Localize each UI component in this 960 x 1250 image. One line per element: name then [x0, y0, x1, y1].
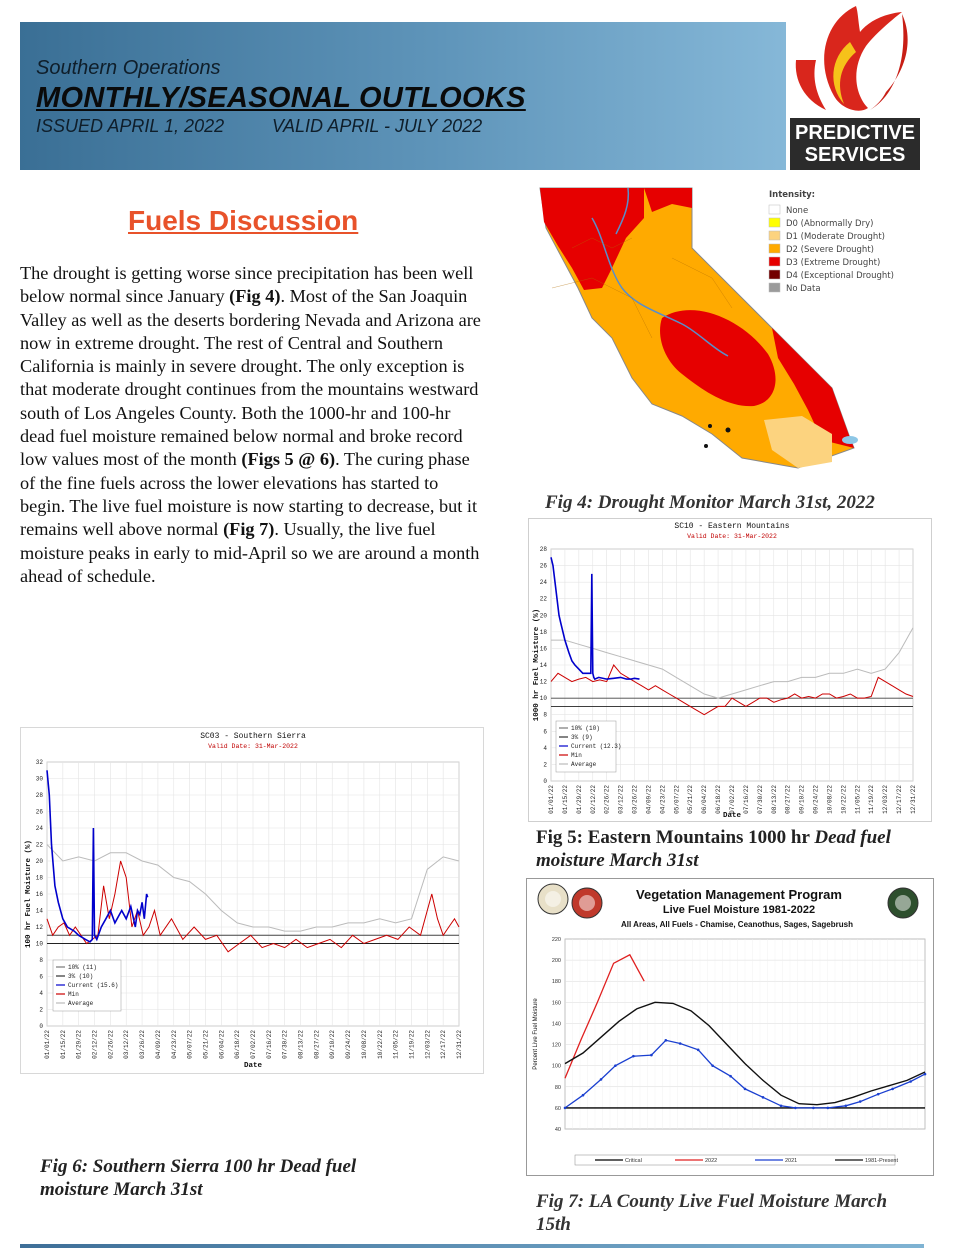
- chart-title: SC10 - Eastern Mountains: [674, 522, 790, 531]
- y-tick-label: 120: [551, 1042, 561, 1049]
- chart-subtitle-fuels: All Areas, All Fuels - Chamise, Ceanothus, Sages, Sagebrush: [621, 920, 853, 929]
- x-tick-label: 04/23/22: [170, 1030, 178, 1059]
- x-tick-label: 10/22/22: [840, 785, 848, 814]
- data-point: [794, 1107, 797, 1110]
- legend-label: 10% (11): [68, 964, 97, 971]
- x-tick-label: 08/13/22: [770, 785, 778, 814]
- x-tick-label: 06/04/22: [218, 1030, 226, 1059]
- fig5-caption: Fig 5: Eastern Mountains 1000 hr Dead fuel moisture March 31st: [536, 827, 891, 871]
- data-point: [762, 1096, 765, 1099]
- x-tick-label: 12/31/22: [456, 1030, 463, 1059]
- map-legend-swatch: [769, 283, 780, 292]
- x-tick-label: 09/24/22: [812, 785, 820, 814]
- fig4-ref: (Fig 4): [229, 286, 281, 307]
- data-point: [600, 1078, 603, 1081]
- chart-subtitle: Live Fuel Moisture 1981-2022: [662, 904, 816, 916]
- x-tick-label: 02/12/22: [91, 1030, 99, 1059]
- y-tick-label: 24: [539, 579, 547, 587]
- y-tick-label: 32: [35, 759, 43, 766]
- y-tick-label: 2: [543, 761, 547, 769]
- x-tick-label: 08/27/22: [784, 785, 792, 814]
- x-tick-label: 07/02/22: [729, 785, 736, 814]
- y-tick-label: 220: [551, 937, 561, 943]
- data-point: [711, 1064, 714, 1067]
- fuels-discussion-text: The drought is getting worse since precipitation has been well below normal since January (Fig 4). Most of the San Joaquin Valley as well as the deserts bordering Nevada and Arizona are now in extreme drought. The rest of Central and Southern California is mainly in severe drought. The only exception is that moderate drought continues from the mountains westward south of Los Angeles County. Both the 1000-hr and 100-hr dead fuel moisture remained below normal and broke record low values most of the month (Figs 5 @ 6). The curing phase of the fine fuels across the lower elevations has started to begin. The live fuel moisture is now starting to decrease, but it remains well above normal (Fig 7). Usually, the live fuel moisture peaks in early to mid-April so we are around a month ahead of schedule.: [20, 263, 481, 586]
- x-tick-label: 07/30/22: [281, 1030, 289, 1059]
- y-tick-label: 22: [539, 595, 547, 603]
- x-tick-label: 11/19/22: [408, 1030, 416, 1059]
- x-tick-label: 02/26/22: [107, 1030, 115, 1059]
- x-tick-label: 10/08/22: [360, 1030, 368, 1059]
- y-tick-label: 100: [551, 1063, 561, 1070]
- y-tick-label: 30: [35, 775, 43, 783]
- y-tick-label: 0: [39, 1023, 43, 1030]
- data-point: [697, 1049, 700, 1052]
- legend-label: 1981-Present: [865, 1158, 899, 1164]
- fig56-ref: (Figs 5 @ 6): [241, 449, 336, 470]
- data-point: [845, 1104, 848, 1107]
- valid-range: VALID APRIL - JULY 2022: [272, 116, 483, 136]
- agency-seal-icon: [895, 895, 911, 911]
- x-tick-label: 12/17/22: [440, 1030, 448, 1059]
- fig7-ref: (Fig 7): [223, 519, 275, 540]
- x-axis-label: Date: [722, 812, 742, 820]
- agency-seal-icon: [579, 895, 595, 911]
- data-point: [780, 1104, 783, 1107]
- agency-seal-icon: [545, 891, 561, 907]
- x-tick-label: 09/10/22: [329, 1030, 337, 1059]
- x-tick-label: 01/15/22: [561, 785, 569, 814]
- x-axis-label: Date: [243, 1062, 263, 1070]
- header-org: Southern Operations: [36, 57, 221, 79]
- legend-label: 10% (10): [571, 725, 600, 732]
- data-point: [632, 1055, 635, 1058]
- data-point: [650, 1054, 653, 1057]
- y-tick-label: 0: [543, 778, 547, 785]
- legend-label: Min: [68, 991, 79, 998]
- footer-rule: [20, 1244, 924, 1248]
- y-tick-label: 20: [35, 858, 43, 865]
- x-tick-label: 07/16/22: [742, 785, 750, 814]
- y-tick-label: 4: [39, 990, 43, 997]
- map-legend-swatch: [769, 270, 780, 279]
- data-point: [812, 1107, 815, 1110]
- y-tick-label: 16: [35, 891, 43, 898]
- x-tick-label: 03/12/22: [123, 1030, 131, 1059]
- y-tick-label: 6: [543, 728, 547, 736]
- map-legend-label: No Data: [786, 284, 821, 294]
- x-tick-label: 06/18/22: [234, 1030, 242, 1059]
- legend-label: 2022: [705, 1158, 718, 1164]
- section-title: Fuels Discussion: [128, 205, 359, 236]
- data-point: [729, 1075, 732, 1078]
- map-legend-label: D2 (Severe Drought): [786, 245, 874, 255]
- x-tick-label: 01/15/22: [59, 1030, 67, 1059]
- map-legend-swatch: [769, 218, 780, 227]
- y-tick-label: 40: [554, 1127, 561, 1133]
- x-tick-label: 03/12/22: [617, 785, 625, 814]
- data-point: [582, 1094, 585, 1097]
- chart-subtitle: Valid Date: 31-Mar-2022: [208, 743, 298, 750]
- fig7-caption: Fig 7: LA County Live Fuel Moisture March 15th: [536, 1191, 888, 1235]
- x-tick-label: 11/19/22: [868, 785, 876, 814]
- x-tick-label: 01/01/22: [44, 1030, 51, 1059]
- y-tick-label: 6: [39, 973, 43, 981]
- fig4-caption: Fig 4: Drought Monitor March 31st, 2022: [545, 492, 875, 513]
- data-point: [859, 1100, 862, 1103]
- chart-subtitle: Valid Date: 31-Mar-2022: [687, 533, 777, 540]
- map-legend-swatch: [769, 231, 780, 240]
- data-point: [827, 1107, 830, 1110]
- chart-title: Vegetation Management Program: [636, 887, 842, 902]
- logo-text: PREDICTIVE SERVICES: [794, 122, 916, 166]
- fig5-chart: [528, 518, 932, 822]
- x-tick-label: 04/23/22: [659, 785, 667, 814]
- map-legend-label: D0 (Abnormally Dry): [786, 219, 874, 229]
- y-tick-label: 14: [35, 907, 43, 915]
- legend-label: 2021: [785, 1158, 798, 1164]
- y-axis-label: 100 hr Fuel Moisture (%): [25, 839, 33, 949]
- y-tick-label: 200: [551, 958, 561, 965]
- data-point: [564, 1107, 567, 1110]
- legend-label: Critical: [625, 1158, 642, 1164]
- data-point: [679, 1042, 682, 1045]
- x-tick-label: 09/24/22: [345, 1030, 353, 1059]
- x-tick-label: 08/27/22: [313, 1030, 321, 1059]
- legend-label: Current (12.3): [571, 743, 622, 750]
- y-tick-label: 160: [551, 1000, 561, 1007]
- fig7-chart: [526, 878, 934, 1176]
- x-tick-label: 05/07/22: [186, 1030, 194, 1059]
- data-point: [877, 1093, 880, 1096]
- x-tick-label: 06/18/22: [715, 785, 723, 814]
- legend-label: 3% (9): [571, 734, 593, 741]
- x-tick-label: 03/26/22: [139, 1030, 147, 1059]
- map-legend-label: D3 (Extreme Drought): [786, 258, 881, 268]
- x-tick-label: 12/31/22: [910, 785, 917, 814]
- y-tick-label: 12: [35, 924, 43, 931]
- issued-date: ISSUED APRIL 1, 2022: [36, 116, 225, 136]
- y-tick-label: 12: [539, 678, 547, 686]
- y-tick-label: 28: [539, 546, 547, 553]
- chart-title: SC03 - Southern Sierra: [200, 732, 306, 741]
- y-tick-label: 14: [539, 662, 547, 669]
- y-tick-label: 4: [543, 744, 547, 752]
- x-tick-label: 12/03/22: [424, 1030, 432, 1059]
- map-legend-label: None: [786, 206, 809, 216]
- x-tick-label: 09/10/22: [798, 785, 806, 814]
- page-title: MONTHLY/SEASONAL OUTLOOKS: [36, 82, 526, 114]
- x-tick-label: 08/13/22: [297, 1030, 305, 1059]
- x-tick-label: 05/21/22: [687, 785, 695, 814]
- x-tick-label: 12/17/22: [896, 785, 904, 814]
- x-tick-label: 10/22/22: [376, 1030, 384, 1059]
- y-tick-label: 80: [554, 1084, 561, 1091]
- y-tick-label: 18: [539, 628, 547, 636]
- data-point: [665, 1039, 668, 1042]
- y-tick-label: 60: [554, 1105, 561, 1112]
- x-tick-label: 02/26/22: [603, 785, 611, 814]
- y-axis-label: 1000 hr Fuel Moisture (%): [533, 608, 541, 722]
- y-tick-label: 8: [543, 711, 547, 719]
- data-point: [924, 1073, 927, 1076]
- y-tick-label: 20: [539, 612, 547, 620]
- map-legend-swatch: [769, 205, 780, 214]
- y-tick-label: 26: [35, 808, 43, 816]
- legend-label: Average: [571, 761, 597, 768]
- legend-label: Min: [571, 752, 582, 759]
- x-tick-label: 05/07/22: [673, 785, 681, 814]
- map-legend-swatch: [769, 257, 780, 266]
- y-tick-label: 16: [539, 645, 547, 653]
- y-tick-label: 2: [39, 1006, 43, 1014]
- x-tick-label: 12/03/22: [882, 785, 890, 814]
- x-tick-label: 07/30/22: [756, 785, 764, 814]
- x-tick-label: 04/09/22: [154, 1030, 162, 1059]
- y-tick-label: 180: [551, 979, 561, 986]
- x-tick-label: 07/16/22: [265, 1030, 273, 1059]
- x-tick-label: 11/05/22: [392, 1030, 400, 1059]
- y-tick-label: 10: [35, 940, 43, 948]
- data-point: [614, 1064, 617, 1067]
- fig6-chart: [20, 727, 484, 1074]
- data-point: [744, 1088, 747, 1091]
- fig6-caption: Fig 6: Southern Sierra 100 hr Dead fuel moisture March 31st: [40, 1156, 357, 1200]
- x-tick-label: 01/29/22: [75, 1030, 83, 1059]
- flame-icon: [786, 0, 922, 118]
- x-tick-label: 05/21/22: [202, 1030, 210, 1059]
- x-tick-label: 06/04/22: [701, 785, 709, 814]
- y-tick-label: 18: [35, 874, 43, 882]
- y-tick-label: 26: [539, 562, 547, 570]
- x-tick-label: 07/02/22: [250, 1030, 257, 1059]
- legend-label: Average: [68, 1000, 94, 1007]
- map-legend-label: D1 (Moderate Drought): [786, 232, 885, 242]
- x-tick-label: 01/01/22: [548, 785, 555, 814]
- x-tick-label: 10/08/22: [826, 785, 834, 814]
- y-tick-label: 10: [539, 695, 547, 703]
- map-legend-swatch: [769, 244, 780, 253]
- x-tick-label: 04/09/22: [645, 785, 653, 814]
- y-tick-label: 140: [551, 1021, 561, 1028]
- map-legend-title: Intensity:: [769, 190, 816, 200]
- x-tick-label: 01/29/22: [575, 785, 583, 814]
- y-tick-label: 22: [35, 841, 43, 849]
- legend-label: Current (15.6): [68, 982, 119, 989]
- map-legend-label: D4 (Exceptional Drought): [786, 271, 894, 281]
- x-tick-label: 02/12/22: [589, 785, 597, 814]
- y-tick-label: 28: [35, 792, 43, 799]
- x-tick-label: 11/05/22: [854, 785, 862, 814]
- legend-label: 3% (10): [68, 973, 94, 980]
- x-tick-label: 03/26/22: [631, 785, 639, 814]
- y-tick-label: 8: [39, 957, 43, 964]
- data-point: [909, 1080, 912, 1083]
- drought-monitor-map: [532, 178, 930, 490]
- y-tick-label: 24: [35, 825, 43, 832]
- data-point: [891, 1088, 894, 1091]
- y-axis-label: Percent Live Fuel Moisture: [533, 998, 539, 1070]
